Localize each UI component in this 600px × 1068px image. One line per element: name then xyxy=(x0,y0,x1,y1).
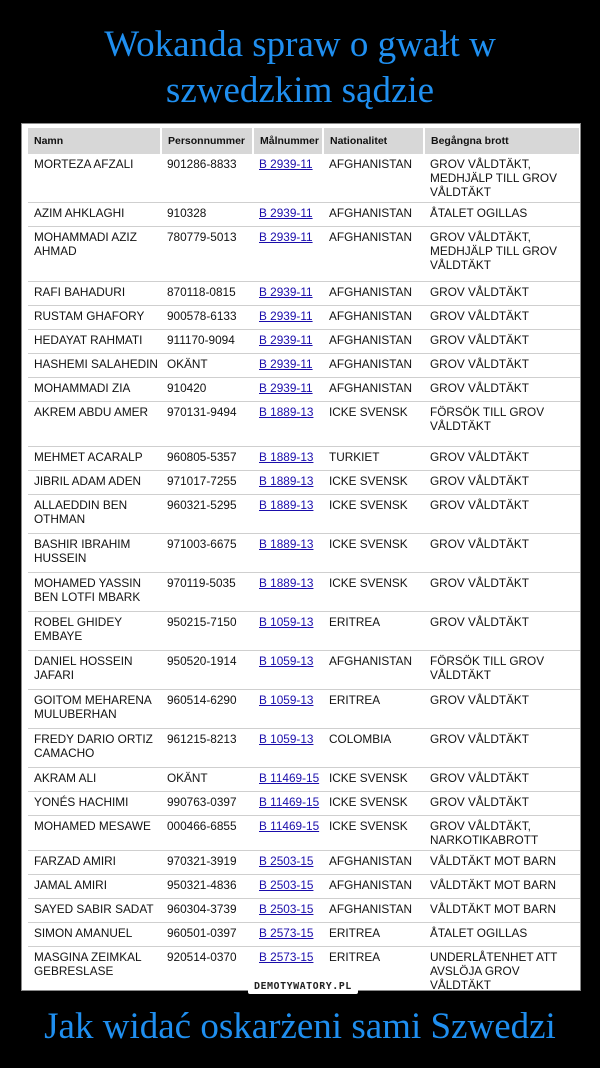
case-number-link[interactable]: B 2939-11 xyxy=(259,309,313,323)
court-docket-table xyxy=(28,128,581,991)
case-number-cell xyxy=(253,447,323,471)
table-row xyxy=(28,354,580,378)
table-row xyxy=(28,402,580,447)
case-number-link[interactable]: B 1889-13 xyxy=(259,576,314,590)
case-number-link[interactable]: B 1889-13 xyxy=(259,537,314,551)
crime-cell: GROV VÅLDTÄKT xyxy=(424,534,580,573)
nationality-cell: ICKE SVENSK xyxy=(323,792,424,816)
personal-number-cell: 970321-3919 xyxy=(161,851,253,875)
court-docket-sheet xyxy=(28,128,580,991)
personal-number-cell: 950215-7150 xyxy=(161,612,253,651)
personal-number-cell: 970131-9494 xyxy=(161,402,253,447)
table-header-row xyxy=(28,128,580,154)
case-number-cell xyxy=(253,354,323,378)
case-number-link[interactable]: B 1889-13 xyxy=(259,498,314,512)
case-number-cell xyxy=(253,875,323,899)
nationality-cell: AFGHANISTAN xyxy=(323,651,424,690)
nationality-cell: ERITREA xyxy=(323,690,424,729)
personal-number-cell: 910420 xyxy=(161,378,253,402)
crime-cell: GROV VÅLDTÄKT xyxy=(424,573,580,612)
name-cell: JAMAL AMIRI xyxy=(28,875,161,899)
crime-cell: GROV VÅLDTÄKT xyxy=(424,612,580,651)
crime-cell: GROV VÅLDTÄKT, NARKOTIKABROTT xyxy=(424,816,580,851)
name-cell: JIBRIL ADAM ADEN xyxy=(28,471,161,495)
case-number-link[interactable]: B 2573-15 xyxy=(259,950,314,964)
table-row xyxy=(28,729,580,768)
nationality-cell: AFGHANISTAN xyxy=(323,203,424,227)
case-number-link[interactable]: B 2939-11 xyxy=(259,206,313,220)
crime-cell: GROV VÅLDTÄKT xyxy=(424,354,580,378)
table-row xyxy=(28,306,580,330)
table-row xyxy=(28,330,580,354)
nationality-cell: AFGHANISTAN xyxy=(323,227,424,282)
table-row xyxy=(28,651,580,690)
name-cell: MOHAMED MESAWE xyxy=(28,816,161,851)
table-row xyxy=(28,816,580,851)
case-number-cell xyxy=(253,282,323,306)
name-cell: AZIM AHKLAGHI xyxy=(28,203,161,227)
personal-number-cell: 900578-6133 xyxy=(161,306,253,330)
case-number-link[interactable]: B 2939-11 xyxy=(259,157,313,171)
name-cell: MORTEZA AFZALI xyxy=(28,154,161,203)
name-cell: SIMON AMANUEL xyxy=(28,923,161,947)
crime-cell: GROV VÅLDTÄKT xyxy=(424,729,580,768)
column-header-personal-number: Personnummer xyxy=(161,128,253,154)
personal-number-cell: OKÄNT xyxy=(161,768,253,792)
case-number-cell xyxy=(253,203,323,227)
case-number-link[interactable]: B 1059-13 xyxy=(259,732,314,746)
crime-cell: ÅTALET OGILLAS xyxy=(424,923,580,947)
personal-number-cell: 901286-8833 xyxy=(161,154,253,203)
personal-number-cell: OKÄNT xyxy=(161,354,253,378)
crime-cell: UNDERLÅTENHET ATT AVSLÖJA GROV VÅLDTÄKT xyxy=(424,947,580,992)
table-row xyxy=(28,447,580,471)
personal-number-cell: 970119-5035 xyxy=(161,573,253,612)
nationality-cell: AFGHANISTAN xyxy=(323,899,424,923)
case-number-cell xyxy=(253,768,323,792)
name-cell: MOHAMED YASSIN BEN LOTFI MBARK xyxy=(28,573,161,612)
crime-cell: VÅLDTÄKT MOT BARN xyxy=(424,851,580,875)
nationality-cell: AFGHANISTAN xyxy=(323,851,424,875)
nationality-cell: TURKIET xyxy=(323,447,424,471)
case-number-cell xyxy=(253,651,323,690)
case-number-cell xyxy=(253,573,323,612)
case-number-link[interactable]: B 11469-15 xyxy=(259,795,320,809)
column-header-name: Namn xyxy=(28,128,161,154)
table-row xyxy=(28,768,580,792)
nationality-cell: AFGHANISTAN xyxy=(323,154,424,203)
crime-cell: GROV VÅLDTÄKT xyxy=(424,792,580,816)
table-row xyxy=(28,923,580,947)
case-number-link[interactable]: B 1889-13 xyxy=(259,474,314,488)
nationality-cell: AFGHANISTAN xyxy=(323,875,424,899)
crime-cell: GROV VÅLDTÄKT xyxy=(424,768,580,792)
nationality-cell: AFGHANISTAN xyxy=(323,282,424,306)
crime-cell: VÅLDTÄKT MOT BARN xyxy=(424,899,580,923)
nationality-cell: ICKE SVENSK xyxy=(323,471,424,495)
case-number-cell xyxy=(253,690,323,729)
personal-number-cell: 990763-0397 xyxy=(161,792,253,816)
personal-number-cell: 910328 xyxy=(161,203,253,227)
nationality-cell: ERITREA xyxy=(323,947,424,992)
nationality-cell: ICKE SVENSK xyxy=(323,495,424,534)
personal-number-cell: 961215-8213 xyxy=(161,729,253,768)
case-number-cell xyxy=(253,612,323,651)
table-row xyxy=(28,154,580,203)
case-number-link[interactable]: B 2503-15 xyxy=(259,878,314,892)
case-number-link[interactable]: B 2939-11 xyxy=(259,381,313,395)
personal-number-cell: 960805-5357 xyxy=(161,447,253,471)
case-number-link[interactable]: B 1059-13 xyxy=(259,654,314,668)
crime-cell: VÅLDTÄKT MOT BARN xyxy=(424,875,580,899)
case-number-cell xyxy=(253,899,323,923)
personal-number-cell: 960304-3739 xyxy=(161,899,253,923)
personal-number-cell: 950520-1914 xyxy=(161,651,253,690)
personal-number-cell: 780779-5013 xyxy=(161,227,253,282)
caption: Jak widać oskarżeni sami Szwedzi xyxy=(44,1006,556,1047)
case-number-link[interactable]: B 2503-15 xyxy=(259,854,314,868)
name-cell: YONÉS HACHIMI xyxy=(28,792,161,816)
case-number-cell xyxy=(253,816,323,851)
case-number-link[interactable]: B 11469-15 xyxy=(259,819,320,833)
nationality-cell: ICKE SVENSK xyxy=(323,816,424,851)
name-cell: HASHEMI SALAHEDIN xyxy=(28,354,161,378)
case-number-link[interactable]: B 11469-15 xyxy=(259,771,320,785)
case-number-link[interactable]: B 1889-13 xyxy=(259,450,314,464)
table-row xyxy=(28,282,580,306)
crime-cell: GROV VÅLDTÄKT xyxy=(424,306,580,330)
crime-cell: GROV VÅLDTÄKT xyxy=(424,690,580,729)
name-cell: AKRAM ALI xyxy=(28,768,161,792)
nationality-cell: COLOMBIA xyxy=(323,729,424,768)
case-number-cell xyxy=(253,227,323,282)
case-number-cell xyxy=(253,402,323,447)
table-body xyxy=(28,154,580,991)
case-number-cell xyxy=(253,534,323,573)
case-number-cell xyxy=(253,495,323,534)
personal-number-cell: 870118-0815 xyxy=(161,282,253,306)
case-number-cell xyxy=(253,330,323,354)
case-number-cell xyxy=(253,923,323,947)
name-cell: ROBEL GHIDEY EMBAYE xyxy=(28,612,161,651)
nationality-cell: ICKE SVENSK xyxy=(323,768,424,792)
table-row xyxy=(28,471,580,495)
column-header-case-number: Målnummer xyxy=(253,128,323,154)
case-number-link[interactable]: B 2503-15 xyxy=(259,902,314,916)
name-cell: MASGINA ZEIMKAL GEBRESLASE xyxy=(28,947,161,992)
column-header-crime: Begångna brott xyxy=(424,128,580,154)
nationality-cell: ICKE SVENSK xyxy=(323,573,424,612)
table-row xyxy=(28,690,580,729)
name-cell: BASHIR IBRAHIM HUSSEIN xyxy=(28,534,161,573)
table-row xyxy=(28,227,580,282)
table-row xyxy=(28,612,580,651)
column-header-nationality: Nationalitet xyxy=(323,128,424,154)
crime-cell: GROV VÅLDTÄKT, MEDHJÄLP TILL GROV VÅLDTÄKT xyxy=(424,154,580,203)
case-number-link[interactable]: B 1889-13 xyxy=(259,405,314,419)
name-cell: SAYED SABIR SADAT xyxy=(28,899,161,923)
nationality-cell: AFGHANISTAN xyxy=(323,330,424,354)
name-cell: GOITOM MEHARENA MULUBERHAN xyxy=(28,690,161,729)
case-number-cell xyxy=(253,378,323,402)
case-number-cell xyxy=(253,471,323,495)
case-number-link[interactable]: B 1059-13 xyxy=(259,615,314,629)
case-number-cell xyxy=(253,306,323,330)
crime-cell: FÖRSÖK TILL GROV VÅLDTÄKT xyxy=(424,402,580,447)
case-number-link[interactable]: B 2939-11 xyxy=(259,357,313,371)
nationality-cell: AFGHANISTAN xyxy=(323,354,424,378)
crime-cell: GROV VÅLDTÄKT xyxy=(424,495,580,534)
name-cell: RUSTAM GHAFORY xyxy=(28,306,161,330)
table-row xyxy=(28,875,580,899)
name-cell: AKREM ABDU AMER xyxy=(28,402,161,447)
table-row xyxy=(28,573,580,612)
case-number-link[interactable]: B 2573-15 xyxy=(259,926,314,940)
case-number-cell xyxy=(253,792,323,816)
personal-number-cell: 960501-0397 xyxy=(161,923,253,947)
watermark: DEMOTYWATORY.PL xyxy=(248,979,358,994)
table-row xyxy=(28,534,580,573)
case-number-cell xyxy=(253,154,323,203)
name-cell: HEDAYAT RAHMATI xyxy=(28,330,161,354)
case-number-link[interactable]: B 2939-11 xyxy=(259,285,313,299)
personal-number-cell: 960514-6290 xyxy=(161,690,253,729)
personal-number-cell: 920514-0370 xyxy=(161,947,253,992)
nationality-cell: AFGHANISTAN xyxy=(323,378,424,402)
table-row xyxy=(28,495,580,534)
personal-number-cell: 971003-6675 xyxy=(161,534,253,573)
name-cell: MOHAMMADI ZIA xyxy=(28,378,161,402)
name-cell: RAFI BAHADURI xyxy=(28,282,161,306)
case-number-link[interactable]: B 2939-11 xyxy=(259,230,313,244)
personal-number-cell: 950321-4836 xyxy=(161,875,253,899)
nationality-cell: ERITREA xyxy=(323,923,424,947)
name-cell: FREDY DARIO ORTIZ CAMACHO xyxy=(28,729,161,768)
personal-number-cell: 960321-5295 xyxy=(161,495,253,534)
personal-number-cell: 911170-9094 xyxy=(161,330,253,354)
crime-cell: ÅTALET OGILLAS xyxy=(424,203,580,227)
image-frame xyxy=(21,123,581,991)
nationality-cell: ICKE SVENSK xyxy=(323,402,424,447)
crime-cell: GROV VÅLDTÄKT xyxy=(424,447,580,471)
nationality-cell: ICKE SVENSK xyxy=(323,534,424,573)
title-line-1: Wokanda spraw o gwałt w xyxy=(104,24,496,65)
table-row xyxy=(28,851,580,875)
name-cell: ALLAEDDIN BEN OTHMAN xyxy=(28,495,161,534)
nationality-cell: AFGHANISTAN xyxy=(323,306,424,330)
table-row xyxy=(28,378,580,402)
crime-cell: GROV VÅLDTÄKT xyxy=(424,282,580,306)
case-number-link[interactable]: B 1059-13 xyxy=(259,693,314,707)
table-row xyxy=(28,899,580,923)
crime-cell: FÖRSÖK TILL GROV VÅLDTÄKT xyxy=(424,651,580,690)
page-title xyxy=(0,22,600,114)
personal-number-cell: 971017-7255 xyxy=(161,471,253,495)
name-cell: MEHMET ACARALP xyxy=(28,447,161,471)
name-cell: DANIEL HOSSEIN JAFARI xyxy=(28,651,161,690)
crime-cell: GROV VÅLDTÄKT, MEDHJÄLP TILL GROV VÅLDTÄKT xyxy=(424,227,580,282)
name-cell: MOHAMMADI AZIZ AHMAD xyxy=(28,227,161,282)
case-number-link[interactable]: B 2939-11 xyxy=(259,333,313,347)
crime-cell: GROV VÅLDTÄKT xyxy=(424,378,580,402)
case-number-cell xyxy=(253,851,323,875)
nationality-cell: ERITREA xyxy=(323,612,424,651)
table-row xyxy=(28,203,580,227)
title-line-2: szwedzkim sądzie xyxy=(165,70,435,111)
table-row xyxy=(28,792,580,816)
personal-number-cell: 000466-6855 xyxy=(161,816,253,851)
crime-cell: GROV VÅLDTÄKT xyxy=(424,471,580,495)
name-cell: FARZAD AMIRI xyxy=(28,851,161,875)
crime-cell: GROV VÅLDTÄKT xyxy=(424,330,580,354)
case-number-cell xyxy=(253,729,323,768)
